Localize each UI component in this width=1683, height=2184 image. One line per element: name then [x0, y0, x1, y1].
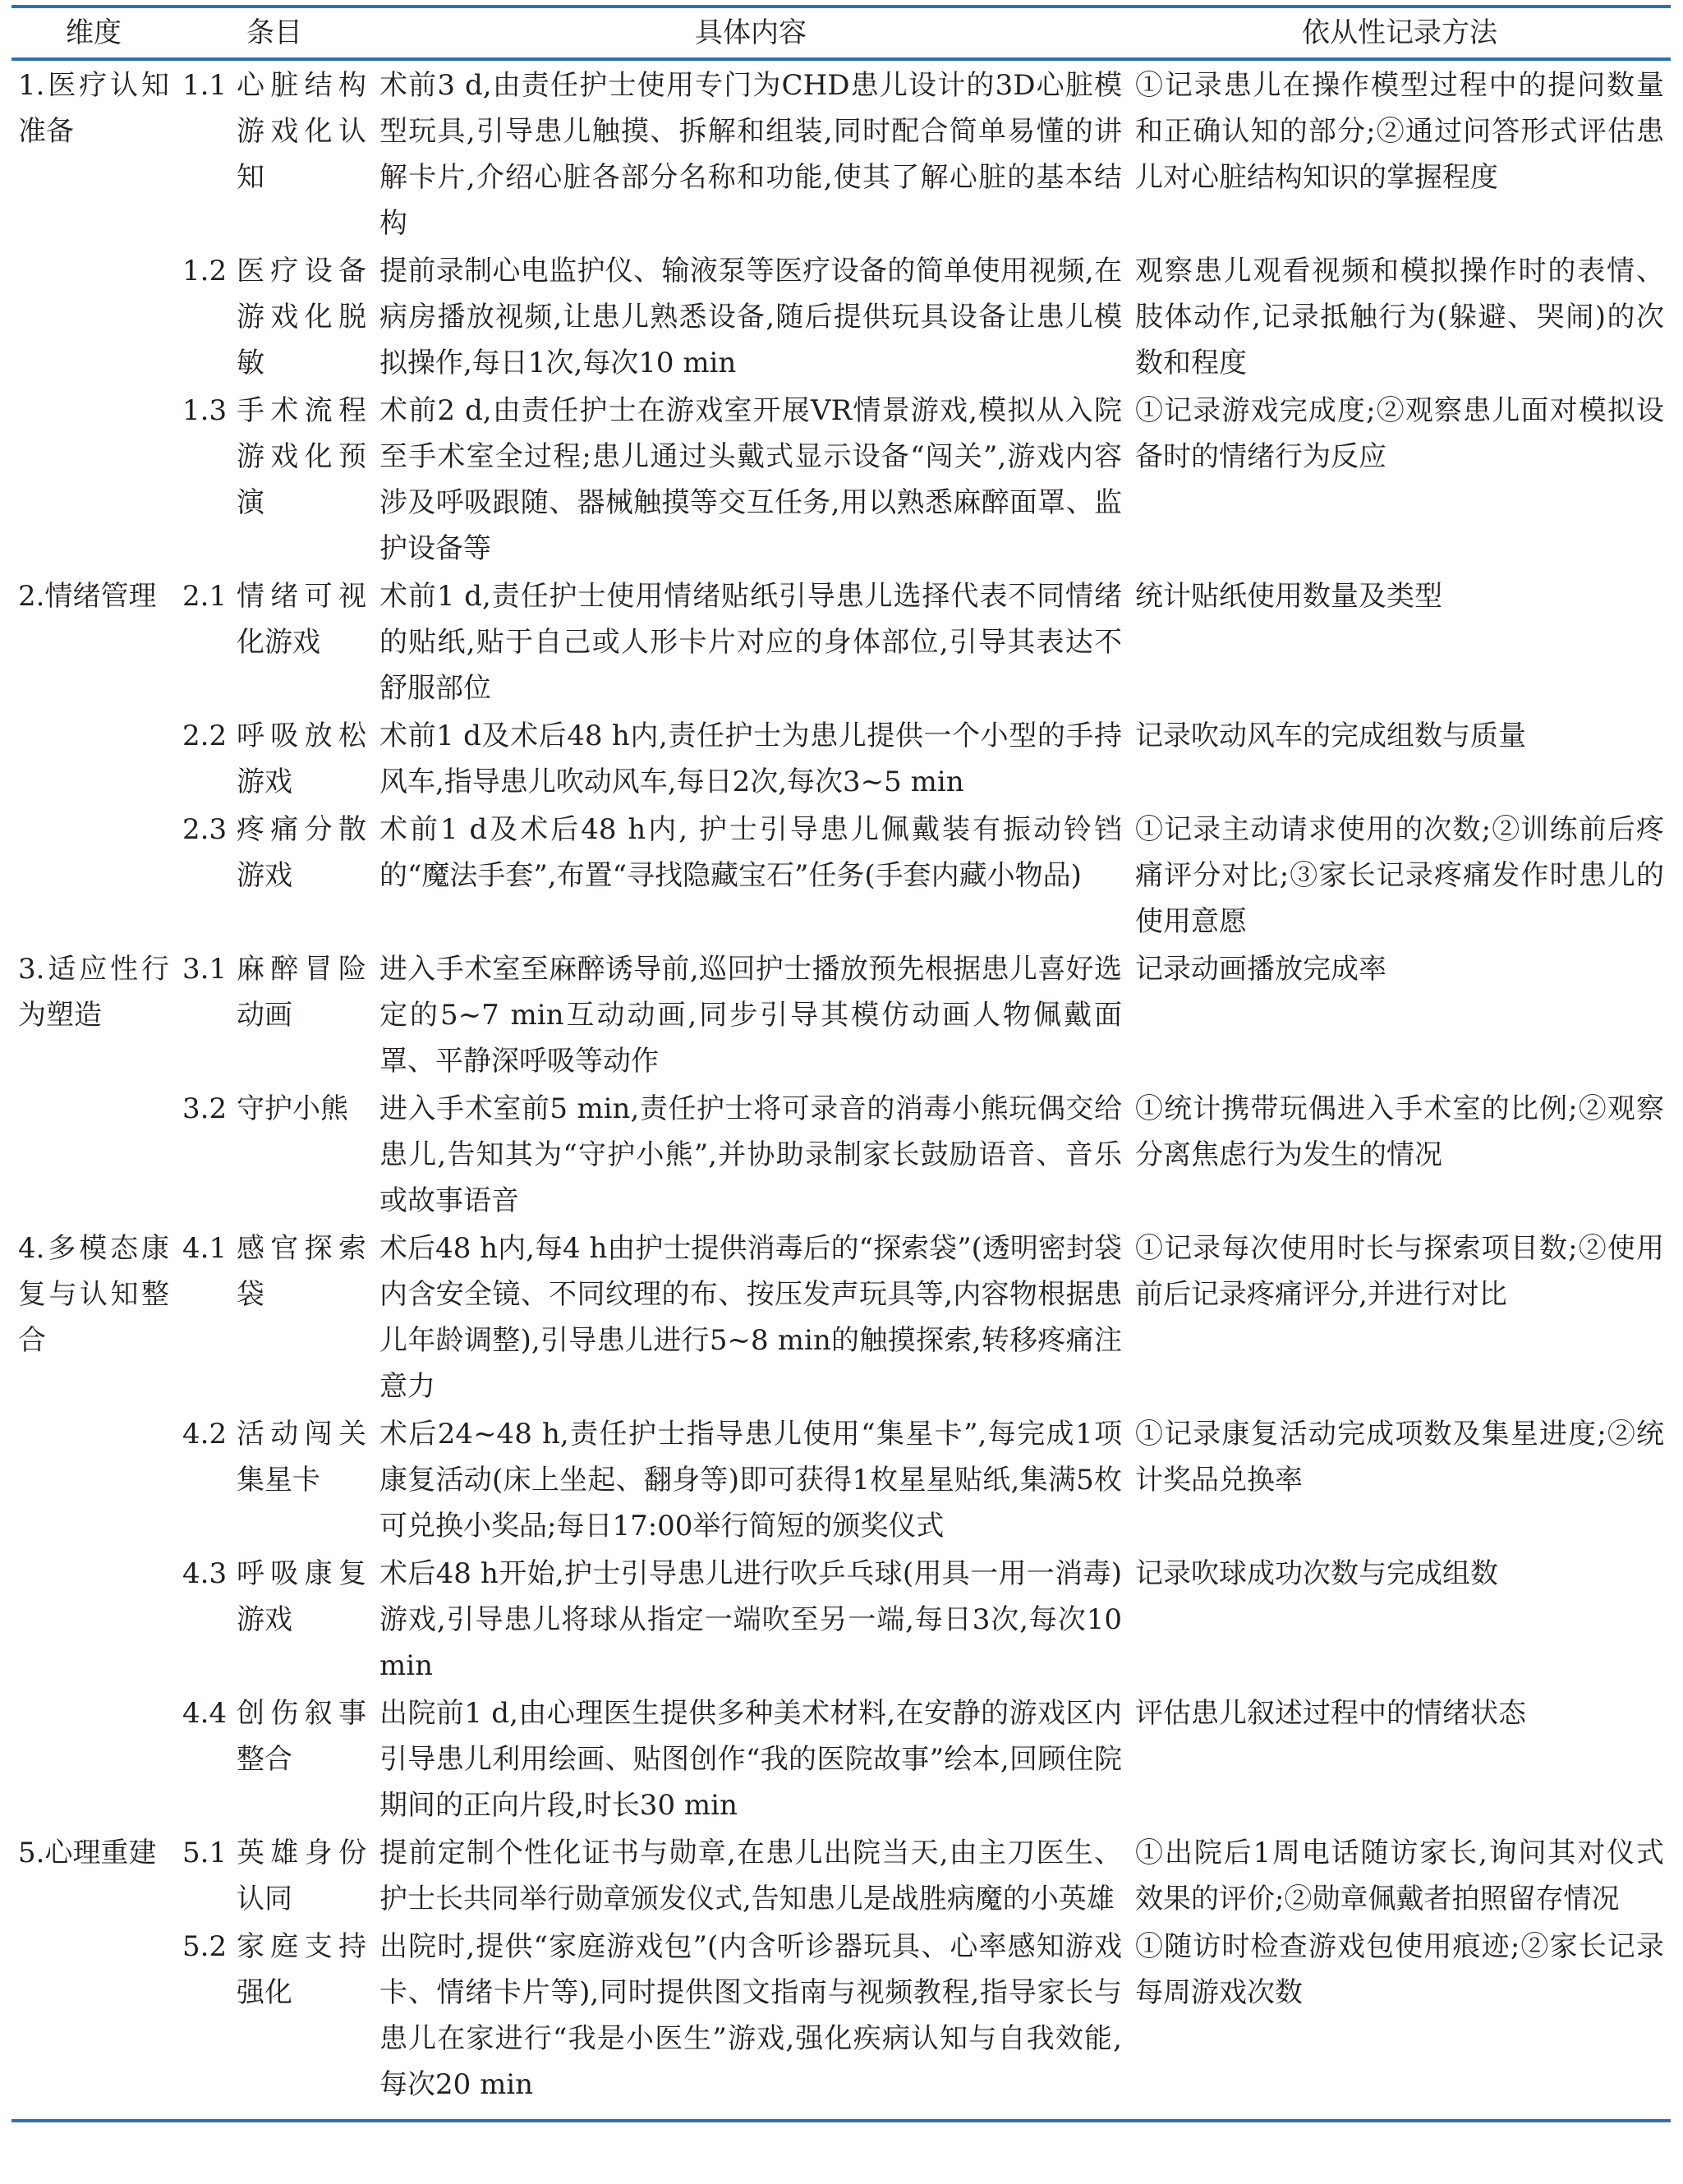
item-cell [176, 711, 373, 805]
item-wrap [182, 807, 366, 899]
item-title: 感官探索袋 [236, 1232, 366, 1311]
item-number: 2.1 [182, 580, 228, 613]
table-row [11, 1689, 1671, 1828]
content-cell: 术前1 d,责任护士使用情绪贴纸引导患儿选择代表不同情绪的贴纸,贴于自己或人形卡片对应的身体部位,引导其表达不舒服部位 [379, 580, 1122, 705]
item-wrap [182, 1551, 366, 1643]
method-cell: 统计贴纸使用数量及类型 [1135, 580, 1442, 613]
item-cell [176, 945, 373, 1084]
table-row [11, 386, 1671, 572]
dimension-cell [11, 1922, 176, 2121]
item-wrap [182, 573, 366, 665]
content-cell: 提前定制个性化证书与勋章,在患儿出院当天,由主刀医生、护士长共同举行勋章颁发仪式,告知患儿是战胜病魔的小英雄 [379, 1837, 1122, 1915]
method-cell: ①记录患儿在操作模型过程中的提问数量和正确认知的部分;②通过问答形式评估患儿对心脏结构知识的掌握程度 [1135, 69, 1664, 194]
table-row [11, 1084, 1671, 1224]
method-cell: 评估患儿叙述过程中的情绪状态 [1135, 1697, 1526, 1730]
content-cell: 术前3 d,由责任护士使用专门为CHD患儿设计的3D心脏模型玩具,引导患儿触摸、拆解和组装,同时配合简单易懂的讲解卡片,介绍心脏各部分名称和功能,使其了解心脏的基本结构 [379, 69, 1122, 240]
method-cell: 记录吹动风车的完成组数与质量 [1135, 720, 1526, 752]
item-number: 4.1 [182, 1232, 228, 1265]
content-cell: 提前录制心电监护仪、输液泵等医疗设备的简单使用视频,在病房播放视频,让患儿熟悉设备,随后提供玩具设备让患儿模拟操作,每日1次,每次10 min [379, 255, 1122, 379]
dimension-cell: 2.情绪管理 [18, 580, 157, 613]
item-wrap [182, 713, 366, 805]
table-row [11, 1922, 1671, 2121]
item-wrap [182, 248, 366, 386]
table-row [11, 805, 1671, 945]
header-content: 具体内容 [695, 16, 807, 49]
method-cell: ①记录每次使用时长与探索项目数;②使用前后记录疼痛评分,并进行对比 [1135, 1232, 1664, 1311]
item-number: 1.1 [182, 69, 228, 102]
intervention-table [11, 5, 1671, 2122]
item-number: 1.3 [182, 394, 228, 427]
method-cell: ①记录游戏完成度;②观察患儿面对模拟设备时的情绪行为反应 [1135, 394, 1664, 473]
item-wrap [182, 1924, 366, 2016]
dimension-cell [11, 805, 176, 945]
dimension-cell [11, 1409, 176, 1549]
item-wrap [182, 1086, 366, 1132]
item-title: 呼吸康复游戏 [236, 1557, 366, 1636]
item-cell [176, 59, 373, 246]
item-number: 2.3 [182, 813, 228, 846]
method-cell: ①统计携带玩偶进入手术室的比例;②观察分离焦虑行为发生的情况 [1135, 1092, 1664, 1171]
dimension-cell: 3.适应性行为塑造 [18, 953, 169, 1032]
item-title: 家庭支持强化 [236, 1930, 366, 2009]
item-number: 3.1 [182, 953, 228, 986]
table-header [11, 7, 1671, 59]
item-cell [176, 1922, 373, 2121]
dimension-cell [11, 1084, 176, 1224]
table-row [11, 1828, 1671, 1922]
item-number: 1.2 [182, 255, 228, 287]
item-cell [176, 386, 373, 572]
dimension-cell [11, 246, 176, 386]
item-title: 情绪可视化游戏 [236, 580, 366, 659]
table-row [11, 1549, 1671, 1689]
content-cell: 进入手术室前5 min,责任护士将可录音的消毒小熊玩偶交给患儿,告知其为“守护小熊”,并协助录制家长鼓励语音、音乐或故事语音 [379, 1092, 1122, 1217]
item-cell [176, 1224, 373, 1409]
table-row [11, 572, 1671, 711]
item-wrap [182, 1225, 366, 1317]
header-row [11, 7, 1671, 59]
item-number: 5.1 [182, 1837, 228, 1869]
content-cell: 术前1 d及术后48 h内, 护士引导患儿佩戴装有振动铃铛的“魔法手套”,布置“寻找隐藏宝石”任务(手套内藏小物品) [379, 813, 1122, 892]
item-cell [176, 805, 373, 945]
item-number: 2.2 [182, 720, 228, 752]
item-title: 活动闯关集星卡 [236, 1418, 366, 1497]
item-cell [176, 572, 373, 711]
dimension-cell [11, 386, 176, 572]
item-wrap [182, 1830, 366, 1922]
content-cell: 术后48 h开始,护士引导患儿进行吹乒乓球(用具一用一消毒)游戏,引导患儿将球从指定一端吹至另一端,每日3次,每次10 min [379, 1557, 1122, 1682]
dimension-cell [11, 711, 176, 805]
header-dimension: 维度 [66, 16, 122, 49]
content-cell: 术前1 d及术后48 h内,责任护士为患儿提供一个小型的手持风车,指导患儿吹动风车,每日2次,每次3~5 min [379, 720, 1122, 798]
item-title: 手术流程游戏化预演 [236, 394, 366, 519]
table-row [11, 1409, 1671, 1549]
method-cell: ①随访时检查游戏包使用痕迹;②家长记录每周游戏次数 [1135, 1930, 1664, 2009]
dimension-cell: 4.多模态康复与认知整合 [18, 1232, 169, 1357]
dimension-cell [11, 1689, 176, 1828]
item-number: 4.3 [182, 1557, 228, 1590]
content-cell: 出院时,提供“家庭游戏包”(内含听诊器玩具、心率感知游戏卡、情绪卡片等),同时提供图文指南与视频教程,指导家长与患儿在家进行“我是小医生”游戏,强化疾病认知与自我效能,每次20 min [379, 1930, 1122, 2101]
item-number: 4.2 [182, 1418, 228, 1451]
item-number: 5.2 [182, 1930, 228, 1963]
method-cell: 记录吹球成功次数与完成组数 [1135, 1557, 1498, 1590]
method-cell: 记录动画播放完成率 [1135, 953, 1386, 986]
item-cell [176, 246, 373, 386]
item-wrap [182, 946, 366, 1038]
method-cell: ①记录康复活动完成项数及集星进度;②统计奖品兑换率 [1135, 1418, 1664, 1497]
content-cell: 进入手术室至麻醉诱导前,巡回护士播放预先根据患儿喜好选定的5~7 min互动动画,同步引导其模仿动画人物佩戴面罩、平静深呼吸等动作 [379, 953, 1122, 1078]
table-row [11, 1224, 1671, 1409]
item-title: 疼痛分散游戏 [236, 813, 366, 892]
method-cell: ①出院后1周电话随访家长,询问其对仪式效果的评价;②勋章佩戴者拍照留存情况 [1135, 1837, 1664, 1915]
header-item: 条目 [246, 16, 302, 49]
item-title: 创伤叙事整合 [236, 1697, 366, 1776]
item-cell [176, 1084, 373, 1224]
dimension-cell [11, 1549, 176, 1689]
dimension-cell: 5.心理重建 [18, 1837, 157, 1869]
table-row [11, 711, 1671, 805]
item-wrap [182, 388, 366, 526]
item-wrap [182, 62, 366, 200]
item-title: 呼吸放松游戏 [236, 720, 366, 798]
header-method: 依从性记录方法 [1302, 16, 1497, 49]
item-wrap [182, 1411, 366, 1503]
content-cell: 术后24~48 h,责任护士指导患儿使用“集星卡”,每完成1项康复活动(床上坐起、翻身等)即可获得1枚星星贴纸,集满5枚可兑换小奖品;每日17:00举行简短的颁奖仪式 [379, 1418, 1122, 1543]
item-wrap [182, 1690, 366, 1782]
content-cell: 术前2 d,由责任护士在游戏室开展VR情景游戏,模拟从入院至手术室全过程;患儿通过头戴式显示设备“闯关”,游戏内容涉及呼吸跟随、器械触摸等交互任务,用以熟悉麻醉面罩、监护设备等 [379, 394, 1122, 565]
item-cell [176, 1409, 373, 1549]
item-title: 麻醉冒险动画 [236, 953, 366, 1032]
method-cell: 观察患儿观看视频和模拟操作时的表情、肢体动作,记录抵触行为(躲避、哭闹)的次数和程度 [1135, 255, 1664, 379]
content-cell: 术后48 h内,每4 h由护士提供消毒后的“探索袋”(透明密封袋内含安全镜、不同纹理的布、按压发声玩具等,内容物根据患儿年龄调整),引导患儿进行5~8 min的触摸探索,转移疼痛注意力 [379, 1232, 1122, 1403]
table-row [11, 945, 1671, 1084]
item-cell [176, 1549, 373, 1689]
table-row [11, 246, 1671, 386]
item-cell [176, 1689, 373, 1828]
table-body [11, 59, 1671, 2121]
item-number: 3.2 [182, 1092, 228, 1125]
item-title: 守护小熊 [236, 1092, 348, 1125]
dimension-cell: 1.医疗认知准备 [18, 69, 169, 148]
item-title: 心脏结构游戏化认知 [236, 69, 366, 194]
item-title: 英雄身份认同 [236, 1837, 366, 1915]
method-cell: ①记录主动请求使用的次数;②训练前后疼痛评分对比;③家长记录疼痛发作时患儿的使用意愿 [1135, 813, 1664, 938]
item-number: 4.4 [182, 1697, 228, 1730]
item-cell [176, 1828, 373, 1922]
item-title: 医疗设备游戏化脱敏 [236, 255, 366, 379]
table-row [11, 59, 1671, 246]
content-cell: 出院前1 d,由心理医生提供多种美术材料,在安静的游戏区内引导患儿利用绘画、贴图创作“我的医院故事”绘本,回顾住院期间的正向片段,时长30 min [379, 1697, 1122, 1822]
